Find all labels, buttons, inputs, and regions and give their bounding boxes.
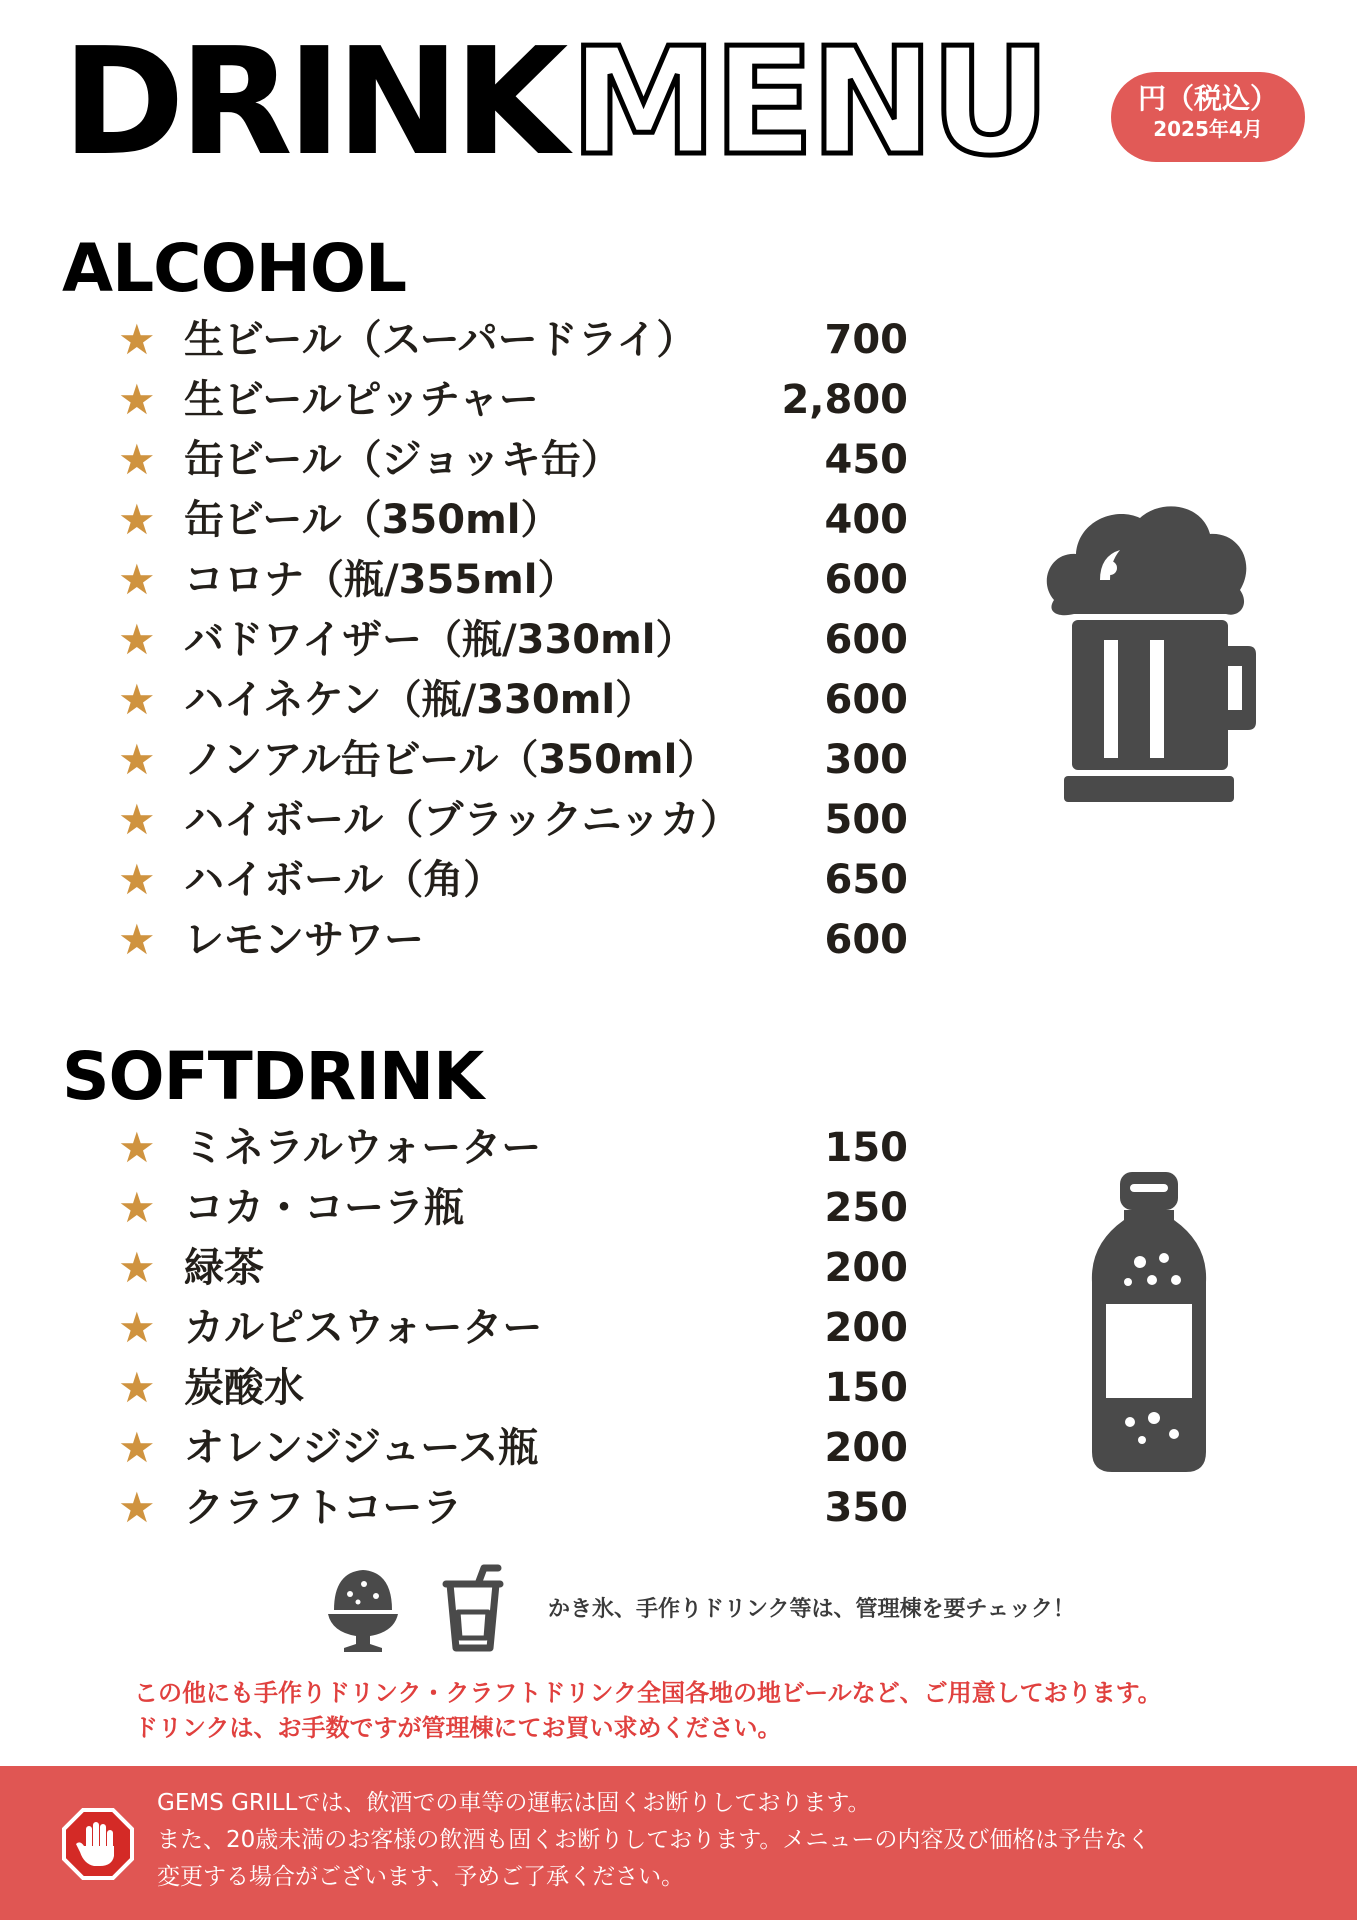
softdrink-item: [118, 1298, 908, 1358]
softdrink-item-name: コカ・コーラ瓶: [184, 1185, 464, 1231]
drink-cup-icon: [440, 1562, 506, 1654]
alcohol-item-price: 600: [824, 677, 908, 723]
alcohol-item-price: 500: [824, 797, 908, 843]
softdrink-item-price: 200: [824, 1245, 908, 1291]
alcohol-item-price: 400: [824, 497, 908, 543]
softdrink-item-name: 緑茶: [184, 1245, 264, 1291]
footer-banner: [0, 1766, 1357, 1920]
alcohol-item-price: 2,800: [781, 377, 908, 423]
softdrink-item-price: 200: [824, 1305, 908, 1351]
alcohol-item-price: 450: [824, 437, 908, 483]
star-icon: ★: [118, 1483, 156, 1532]
alcohol-item-price: 600: [824, 617, 908, 663]
alcohol-item-price: 700: [824, 317, 908, 363]
star-icon: ★: [118, 555, 156, 604]
alcohol-item: [118, 790, 908, 850]
alcohol-item: [118, 850, 908, 910]
price-unit: 円（税込）: [1137, 82, 1278, 115]
alcohol-item-name: ハイボール（ブラックニッカ）: [184, 797, 740, 843]
softdrink-item-price: 150: [824, 1365, 908, 1411]
alcohol-item-price: 300: [824, 737, 908, 783]
star-icon: ★: [118, 855, 156, 904]
softdrink-item-price: 350: [824, 1485, 908, 1531]
star-icon: ★: [118, 675, 156, 724]
alcohol-item-name: 缶ビール（350ml）: [184, 497, 561, 543]
star-icon: ★: [118, 1423, 156, 1472]
footer-line-3: 変更する場合がございます、予めご了承ください。: [157, 1864, 685, 1890]
alcohol-heading: ALCOHOL: [62, 230, 407, 307]
alcohol-item-name: 生ビールピッチャー: [184, 377, 539, 423]
softdrink-item-name: ミネラルウォーター: [184, 1125, 542, 1171]
star-icon: ★: [118, 435, 156, 484]
star-icon: ★: [118, 495, 156, 544]
star-icon: ★: [118, 315, 156, 364]
stop-hand-icon: [62, 1808, 134, 1880]
star-icon: ★: [118, 615, 156, 664]
softdrink-item-price: 250: [824, 1185, 908, 1231]
alcohol-item-price: 650: [824, 857, 908, 903]
star-icon: ★: [118, 1243, 156, 1292]
softdrink-item-price: 150: [824, 1125, 908, 1171]
softdrink-item: [118, 1478, 908, 1538]
softdrink-item: [118, 1418, 908, 1478]
softdrink-item-price: 200: [824, 1425, 908, 1471]
notice-line-2: ドリンクは、お手数ですが管理棟にてお買い求めください。: [134, 1714, 782, 1742]
star-icon: ★: [118, 1303, 156, 1352]
notice-text: [134, 1676, 1254, 1746]
softdrink-item-name: クラフトコーラ: [184, 1485, 463, 1531]
alcohol-item-name: バドワイザー（瓶/330ml）: [184, 617, 696, 663]
price-badge: [1111, 72, 1305, 162]
alcohol-list: [118, 310, 908, 970]
alcohol-item: [118, 610, 908, 670]
star-icon: ★: [118, 915, 156, 964]
softdrink-item-name: カルピスウォーター: [184, 1305, 543, 1351]
star-icon: ★: [118, 735, 156, 784]
star-icon: ★: [118, 795, 156, 844]
alcohol-item: [118, 670, 908, 730]
alcohol-item-name: ハイネケン（瓶/330ml）: [184, 677, 656, 723]
softdrink-item-name: 炭酸水: [184, 1365, 304, 1411]
alcohol-item: [118, 550, 908, 610]
beer-mug-icon: [1044, 500, 1256, 806]
title-drink: DRINK: [62, 16, 563, 188]
check-note: かき氷、手作りドリンク等は、管理棟を要チェック！: [548, 1597, 1075, 1622]
alcohol-item-name: コロナ（瓶/355ml）: [184, 557, 578, 603]
alcohol-item: [118, 730, 908, 790]
footer-line-2: また、20歳未満のお客様の飲酒も固くお断りしております。メニューの内容及び価格は予告なく: [157, 1827, 1151, 1853]
softdrink-list: [118, 1118, 908, 1538]
softdrink-item-name: オレンジジュース瓶: [184, 1425, 539, 1471]
alcohol-item-name: ハイボール（角）: [184, 857, 504, 903]
alcohol-item-price: 600: [824, 557, 908, 603]
alcohol-item: [118, 370, 908, 430]
alcohol-item: [118, 910, 908, 970]
alcohol-item-name: ノンアル缶ビール（350ml）: [184, 737, 718, 783]
alcohol-item-name: 生ビール（スーパードライ）: [184, 317, 697, 363]
star-icon: ★: [118, 1183, 156, 1232]
softdrink-item: [118, 1118, 908, 1178]
footer-line-1: GEMS GRILLでは、飲酒での車等の運転は固くお断りしております。: [157, 1790, 871, 1816]
alcohol-item: [118, 430, 908, 490]
price-date: 2025年4月: [1153, 117, 1263, 141]
star-icon: ★: [118, 375, 156, 424]
softdrink-item: [118, 1358, 908, 1418]
alcohol-item-price: 600: [824, 917, 908, 963]
alcohol-item-name: 缶ビール（ジョッキ缶）: [184, 437, 621, 483]
shaved-ice-icon: [326, 1566, 400, 1654]
softdrink-heading: SOFTDRINK: [62, 1038, 484, 1115]
softdrink-item: [118, 1238, 908, 1298]
alcohol-item: [118, 310, 908, 370]
alcohol-item: [118, 490, 908, 550]
notice-line-1: この他にも手作りドリンク・クラフトドリンク全国各地の地ビールなど、ご用意しております。: [134, 1679, 1162, 1707]
title-menu: MENU: [570, 16, 1047, 188]
footer-text: [157, 1785, 1337, 1896]
star-icon: ★: [118, 1363, 156, 1412]
alcohol-item-name: レモンサワー: [184, 917, 424, 963]
star-icon: ★: [118, 1123, 156, 1172]
softdrink-item: [118, 1178, 908, 1238]
bottle-icon: [1090, 1170, 1208, 1474]
